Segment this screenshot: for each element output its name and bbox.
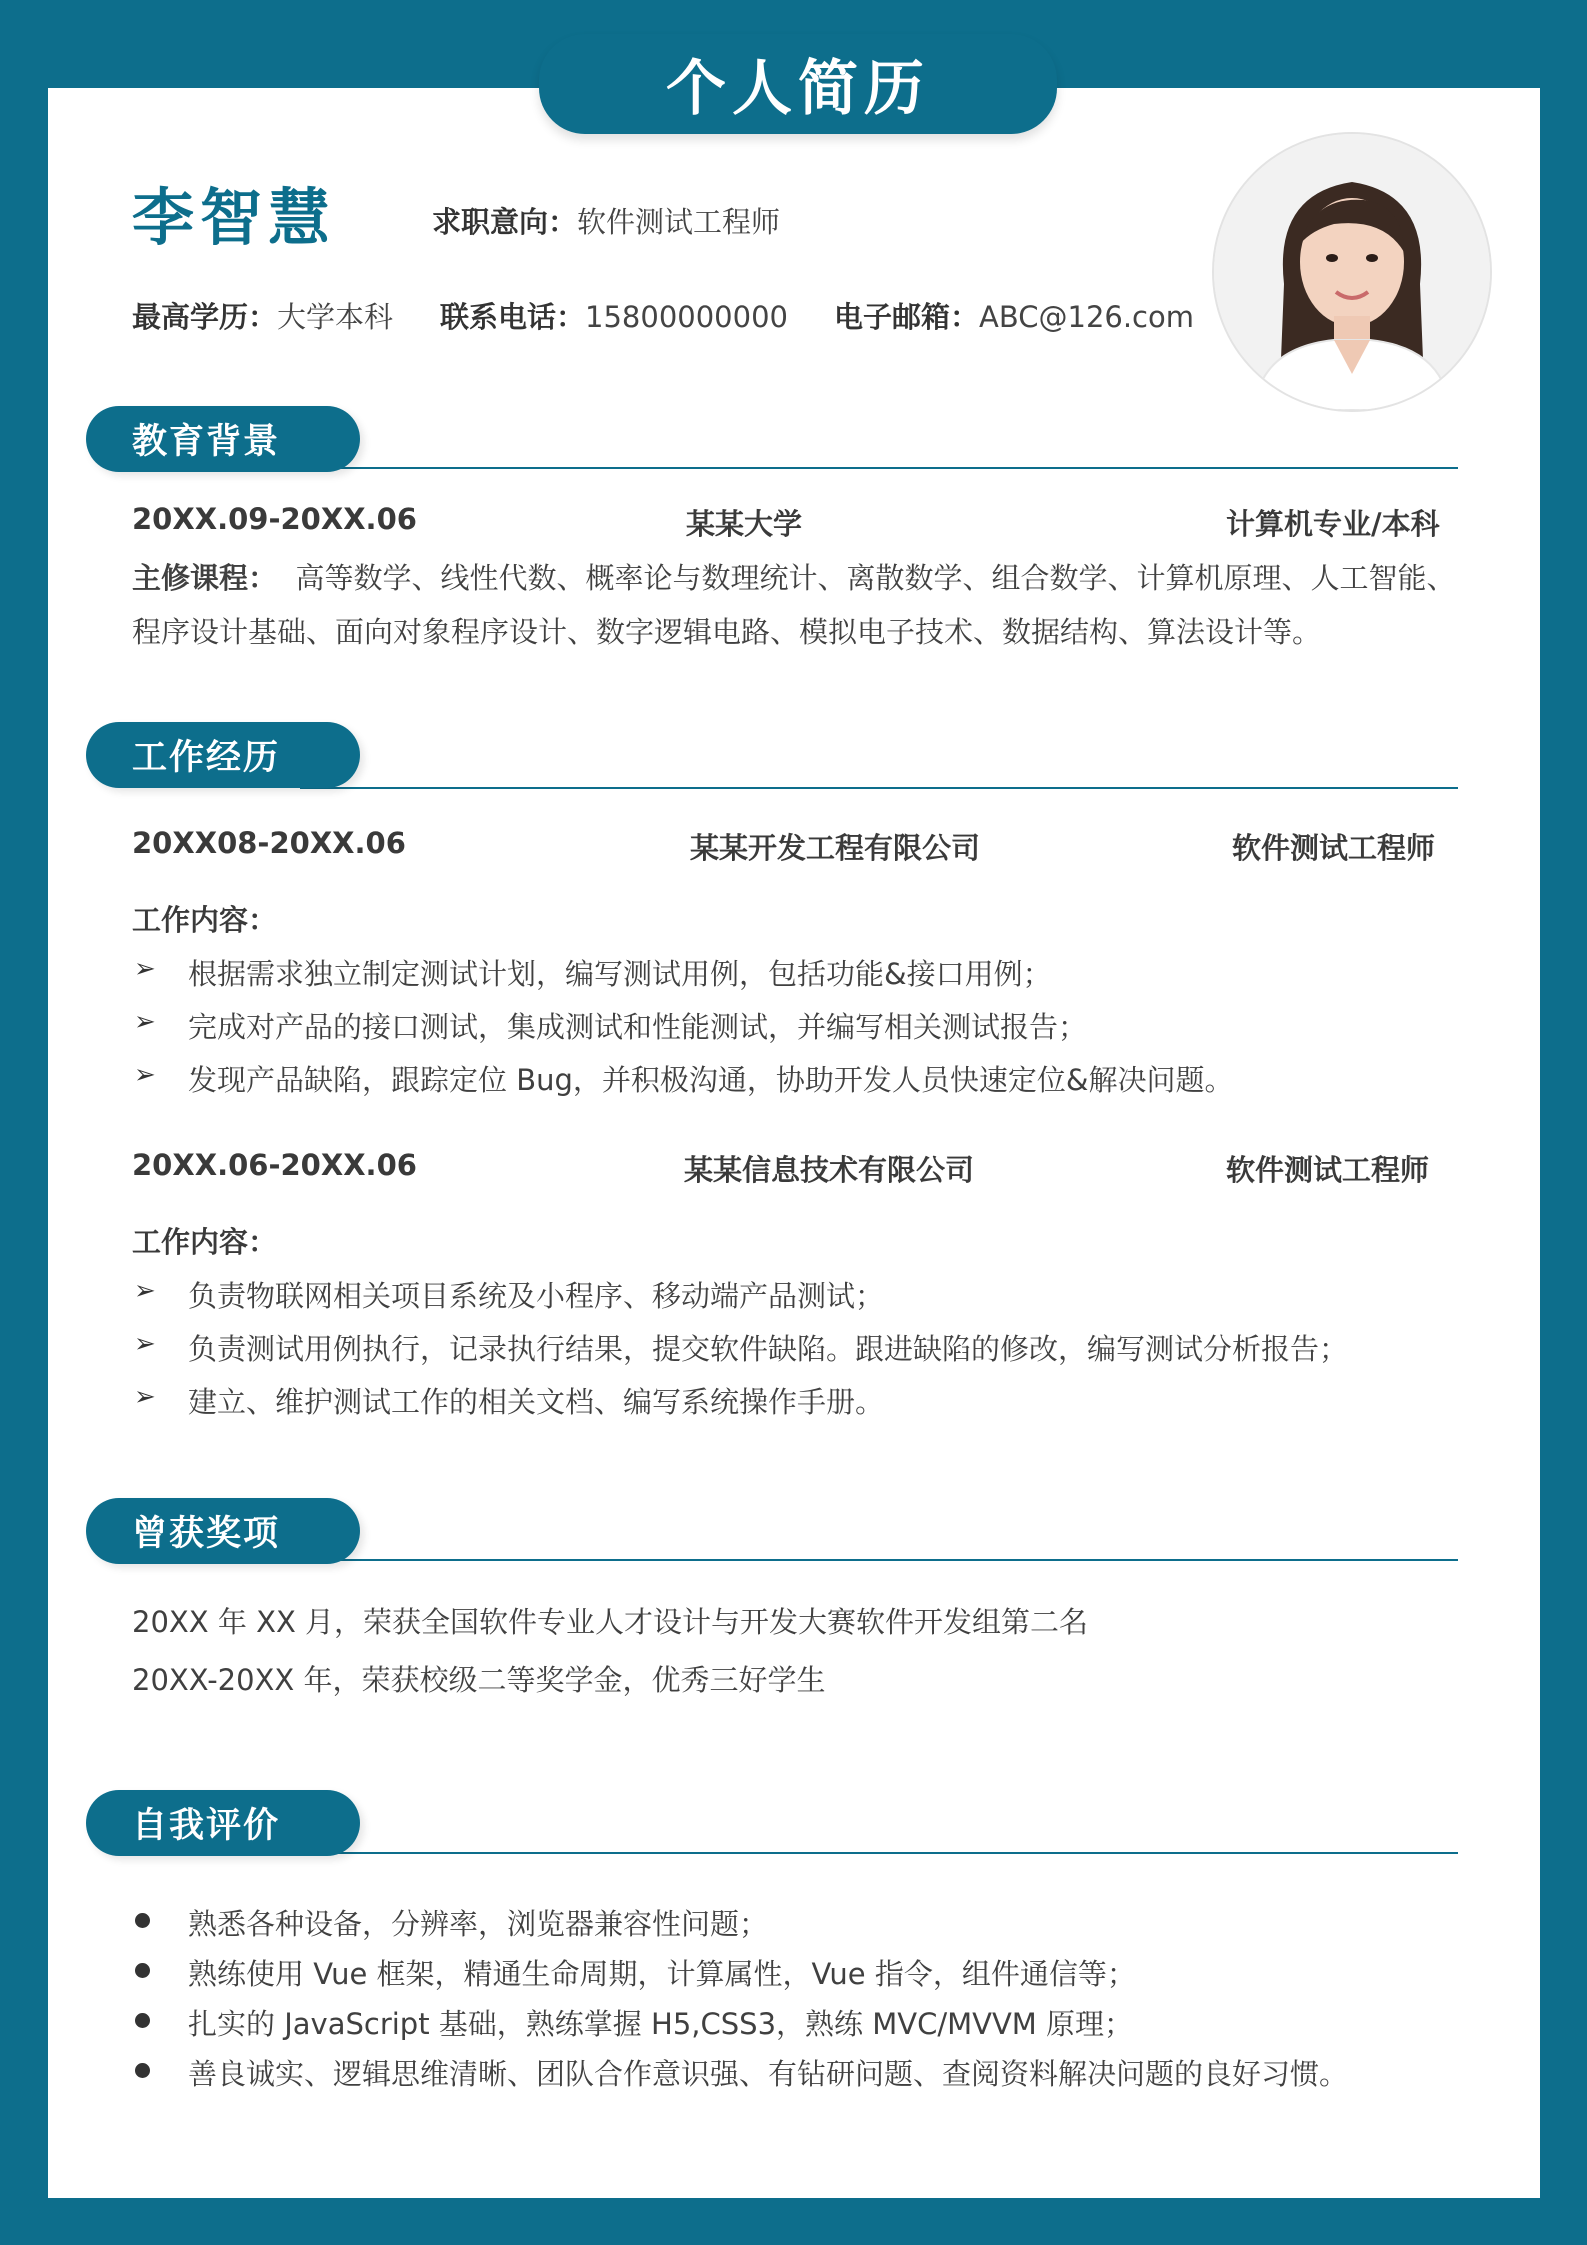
job-2-content-label: 工作内容： — [132, 1225, 278, 1259]
job-1-item-1: 根据需求独立制定测试计划，编写测试用例，包括功能&接口用例； — [188, 957, 1052, 991]
awards-heading: 曾获奖项 — [86, 1498, 360, 1564]
arrow-bullet-icon: ➢ — [134, 1060, 156, 1090]
job-1-period: 20XX08-20XX.06 — [132, 826, 406, 860]
phone — [440, 295, 788, 336]
arrow-bullet-icon: ➢ — [134, 1276, 156, 1306]
courses-label: 主修课程： — [132, 561, 278, 595]
education-divider — [300, 467, 1458, 469]
portrait-photo — [1212, 132, 1492, 412]
job-intent-label: 求职意向： — [432, 205, 578, 239]
portrait-illustration — [1214, 134, 1490, 410]
job-2-period: 20XX.06-20XX.06 — [132, 1148, 417, 1182]
job-2-item-1: 负责物联网相关项目系统及小程序、移动端产品测试； — [188, 1279, 885, 1313]
work-heading: 工作经历 — [86, 722, 360, 788]
education-period: 20XX.09-20XX.06 — [132, 502, 417, 536]
job-2-item-3: 建立、维护测试工作的相关文档、编写系统操作手册。 — [188, 1385, 885, 1419]
job-2-role: 软件测试工程师 — [1226, 1153, 1430, 1187]
dot-bullet-icon — [135, 1963, 150, 1978]
award-2: 20XX-20XX 年，荣获校级二等奖学金，优秀三好学生 — [132, 1663, 826, 1697]
candidate-name: 李智慧 — [132, 181, 337, 254]
job-2-item-2: 负责测试用例执行，记录执行结果，提交软件缺陷。跟进缺陷的修改，编写测试分析报告； — [188, 1332, 1349, 1366]
self-eval-heading: 自我评价 — [86, 1790, 360, 1856]
dot-bullet-icon — [135, 1913, 150, 1928]
job-1-company: 某某开发工程有限公司 — [690, 831, 981, 865]
arrow-bullet-icon: ➢ — [134, 1007, 156, 1037]
education-heading: 教育背景 — [86, 406, 360, 472]
self-eval-item-1: 熟悉各种设备，分辨率，浏览器兼容性问题； — [188, 1907, 769, 1941]
courses-text-1: 高等数学、线性代数、概率论与数理统计、离散数学、组合数学、计算机原理、人工智能、 — [295, 561, 1456, 595]
email — [834, 295, 1194, 336]
courses-line-2: 程序设计基础、面向对象程序设计、数字逻辑电路、模拟电子技术、数据结构、算法设计等。 — [132, 615, 1322, 649]
job-1-item-3: 发现产品缺陷，跟踪定位 Bug，并积极沟通，协助开发人员快速定位&解决问题。 — [188, 1063, 1234, 1097]
arrow-bullet-icon: ➢ — [134, 1329, 156, 1359]
work-divider — [300, 787, 1458, 789]
arrow-bullet-icon: ➢ — [134, 954, 156, 984]
education-level-value: 大学本科 — [277, 300, 394, 334]
self-eval-item-4: 善良诚实、逻辑思维清晰、团队合作意识强、有钻研问题、查阅资料解决问题的良好习惯。 — [188, 2057, 1349, 2091]
job-1-role: 软件测试工程师 — [1232, 831, 1436, 865]
phone-value: 15800000000 — [585, 300, 788, 334]
self-eval-item-2: 熟练使用 Vue 框架，精通生命周期，计算属性，Vue 指令，组件通信等； — [188, 1957, 1136, 1991]
courses-line-1 — [132, 556, 1455, 597]
education-level — [132, 295, 393, 336]
education-level-label: 最高学历： — [132, 300, 278, 334]
self-eval-divider — [300, 1852, 1458, 1854]
self-eval-item-3: 扎实的 JavaScript 基础，熟练掌握 H5,CSS3，熟练 MVC/MVVM 原理； — [188, 2007, 1134, 2041]
arrow-bullet-icon: ➢ — [134, 1382, 156, 1412]
education-school: 某某大学 — [686, 507, 803, 541]
email-label: 电子邮箱： — [834, 300, 980, 334]
job-intent-value: 软件测试工程师 — [577, 205, 781, 239]
email-value: ABC@126.com — [979, 300, 1194, 334]
dot-bullet-icon — [135, 2013, 150, 2028]
award-1: 20XX 年 XX 月，荣获全国软件专业人才设计与开发大赛软件开发组第二名 — [132, 1605, 1089, 1639]
job-2-company: 某某信息技术有限公司 — [684, 1153, 975, 1187]
job-1-item-2: 完成对产品的接口测试，集成测试和性能测试，并编写相关测试报告； — [188, 1010, 1088, 1044]
page-title: 个人简历 — [539, 34, 1057, 134]
education-major: 计算机专业/本科 — [1226, 507, 1440, 541]
job-intent — [432, 200, 780, 241]
dot-bullet-icon — [135, 2063, 150, 2078]
phone-label: 联系电话： — [440, 300, 586, 334]
job-1-content-label: 工作内容： — [132, 903, 278, 937]
awards-divider — [300, 1559, 1458, 1561]
